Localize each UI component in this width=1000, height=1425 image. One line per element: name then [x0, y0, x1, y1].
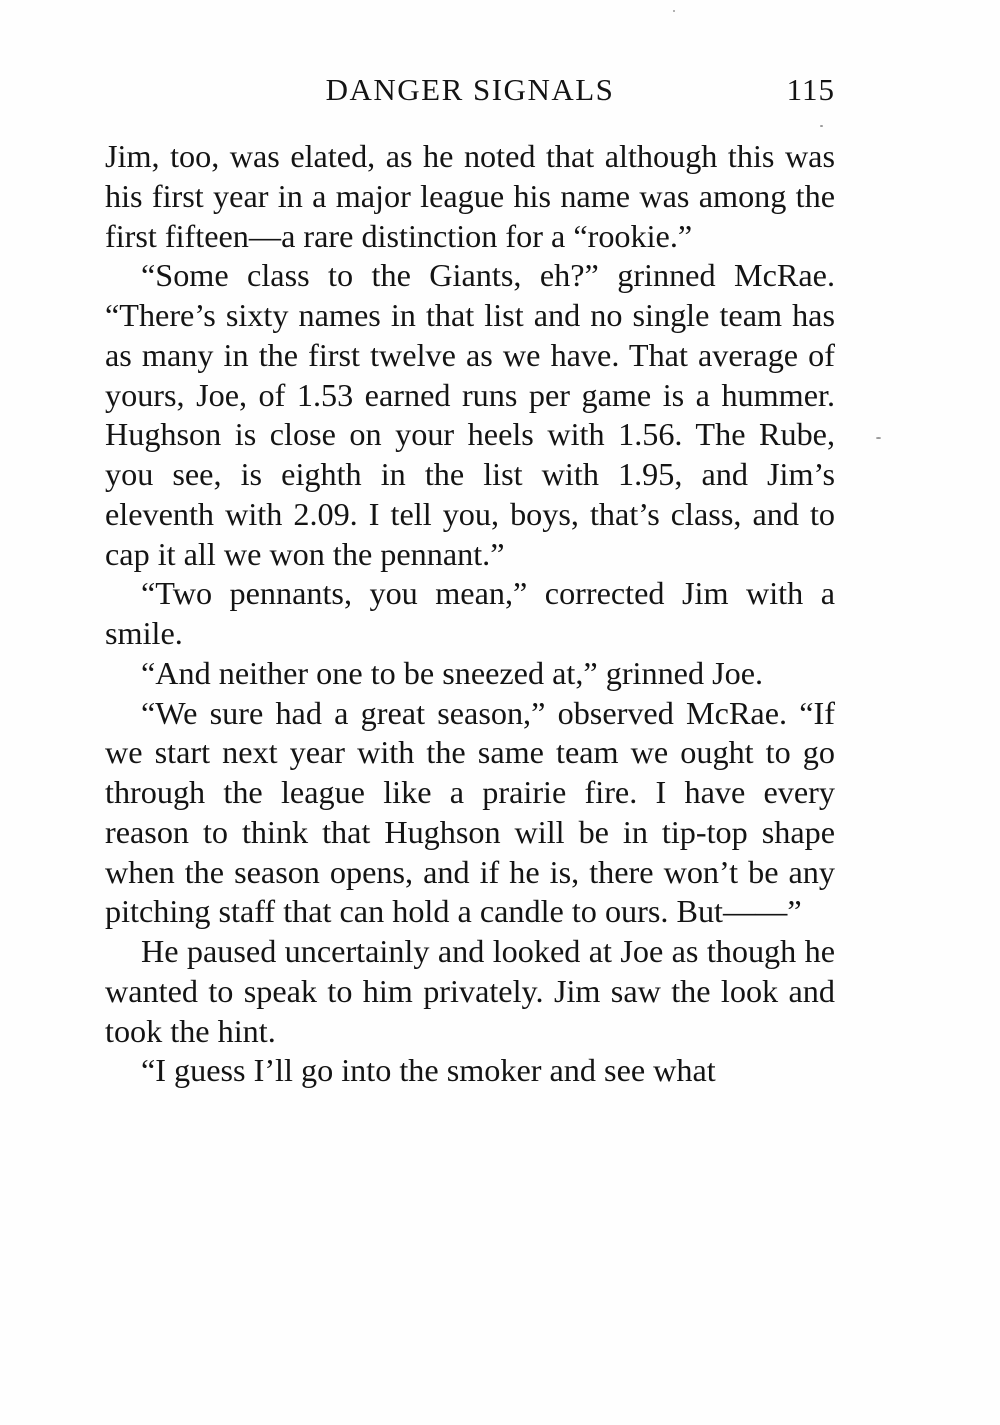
chapter-title: DANGER SIGNALS	[325, 72, 615, 107]
paragraph-5: “We sure had a great season,” observed McRae. “If we start next year with the same team we ought to go through the league like a prairie fire. I have every reason to think that Hughson will be in tip-top shape when the season opens, and if he is, there won’t be any pitching staff that can hold a candle to ours. But——”	[105, 694, 835, 930]
paragraph-6: He paused uncertainly and looked at Joe as though he wanted to speak to him privately. Jim saw the look and took the hint.	[105, 933, 835, 1049]
paragraph-1: Jim, too, was elated, as he noted that although this was his first year in a major league his name was among the first fifteen—a rare distinction for a “rookie.”	[105, 138, 835, 254]
body-text	[105, 137, 835, 1091]
paragraph-2: “Some class to the Giants, eh?” grinned McRae. “There’s sixty names in that list and no single team has as many in the first twelve as we have. That average of yours, Joe, of 1.53 earned runs per game is a hummer. Hughson is close on your heels with 1.56. The Rube, you see, is eighth in the list with 1.95, and Jim’s eleventh with 2.09. I tell you, boys, that’s class, and to cap it all we won the pennant.”	[105, 257, 835, 572]
paragraph-3: “Two pennants, you mean,” corrected Jim with a smile.	[105, 575, 835, 651]
page-number: 115	[786, 72, 835, 107]
paragraph-7: “I guess I’ll go into the smoker and see what	[141, 1052, 716, 1089]
running-head	[105, 68, 835, 112]
paragraph-4: “And neither one to be sneezed at,” grinned Joe.	[141, 654, 764, 691]
